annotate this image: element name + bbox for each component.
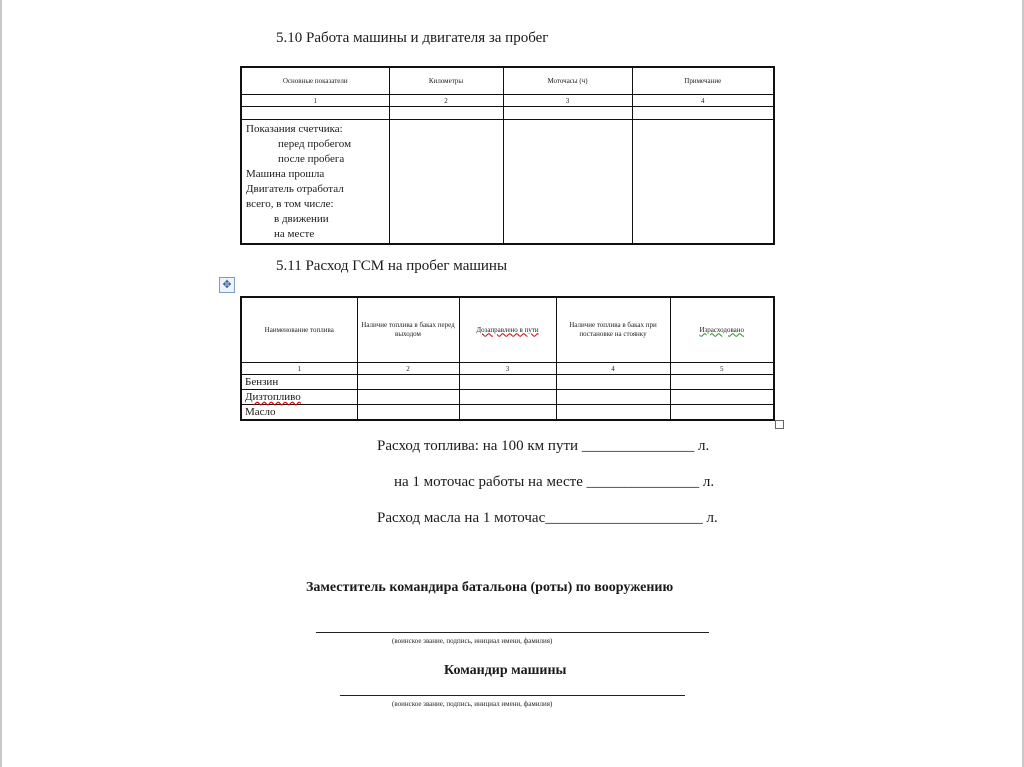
column-number: 5 — [670, 363, 774, 375]
column-number: 3 — [459, 363, 556, 375]
indicator-label: в движении — [274, 213, 329, 225]
indicator-label: всего, в том числе: — [246, 198, 334, 210]
indicator-label: Показания счетчика: — [246, 123, 343, 135]
table-resize-handle[interactable] — [775, 420, 784, 429]
fuel-per-100km-line: Расход топлива: на 100 км пути _______________ л. — [377, 438, 710, 454]
section-5-10-title: 5.10 Работа машины и двигателя за пробег — [276, 30, 549, 46]
empty-cell[interactable] — [632, 107, 774, 120]
fuel-per-motor-hour-line: на 1 моточас работы на месте _______________ л. — [394, 474, 715, 490]
note-cell[interactable] — [632, 120, 774, 245]
fuel-table — [240, 296, 775, 421]
header-note: Примечание — [632, 67, 774, 95]
empty-cell[interactable] — [670, 405, 774, 421]
commander-signature-caption: (воинское звание, подпись, инициал имени, фамилия) — [392, 700, 553, 708]
empty-cell[interactable] — [459, 390, 556, 405]
empty-cell[interactable] — [357, 390, 459, 405]
empty-cell[interactable] — [241, 107, 389, 120]
table-move-icon[interactable]: ✥ — [219, 277, 235, 293]
kilometers-cell[interactable] — [389, 120, 503, 245]
fuel-name-oil: Масло — [241, 405, 357, 421]
indicators-list — [241, 120, 389, 245]
header-fuel-parking: Наличие топлива в баках при постановке на стоянку — [556, 297, 670, 363]
column-number: 2 — [389, 95, 503, 107]
header-kilometers: Километры — [389, 67, 503, 95]
column-number: 4 — [632, 95, 774, 107]
empty-cell[interactable] — [556, 375, 670, 390]
page-edge-left — [0, 0, 2, 767]
empty-cell[interactable] — [357, 405, 459, 421]
oil-per-motor-hour-line: Расход масла на 1 моточас_____________________ л. — [377, 510, 718, 526]
fuel-name-petrol: Бензин — [241, 375, 357, 390]
indicator-label: Двигатель отработал — [246, 183, 344, 195]
column-number: 1 — [241, 95, 389, 107]
section-5-11-title: 5.11 Расход ГСМ на пробег машины — [276, 258, 508, 274]
empty-cell[interactable] — [357, 375, 459, 390]
empty-cell[interactable] — [670, 390, 774, 405]
motor-hours-cell[interactable] — [503, 120, 632, 245]
commander-signature-line — [340, 695, 685, 696]
indicator-label: перед пробегом — [278, 138, 352, 150]
empty-cell[interactable] — [459, 375, 556, 390]
column-number: 3 — [503, 95, 632, 107]
empty-cell[interactable] — [556, 405, 670, 421]
deputy-signature-caption: (воинское звание, подпись, инициал имени, фамилия) — [392, 637, 553, 645]
empty-cell[interactable] — [670, 375, 774, 390]
header-fuel-name: Наименование топлива — [241, 297, 357, 363]
empty-cell[interactable] — [459, 405, 556, 421]
fuel-name-diesel: Дизтопливо — [241, 390, 357, 405]
deputy-signature-line — [316, 632, 709, 633]
empty-cell[interactable] — [503, 107, 632, 120]
indicator-label: Машина прошла — [246, 168, 325, 180]
header-indicators: Основные показатели — [241, 67, 389, 95]
column-number: 2 — [357, 363, 459, 375]
header-motor-hours: Моточасы (ч) — [503, 67, 632, 95]
header-fuel-before: Наличие топлива в баках перед выходом — [357, 297, 459, 363]
indicator-label: после пробега — [278, 153, 345, 165]
header-consumed: Израсходовано — [670, 297, 774, 363]
column-number: 4 — [556, 363, 670, 375]
column-number: 1 — [241, 363, 357, 375]
mileage-table — [240, 66, 775, 245]
empty-cell[interactable] — [389, 107, 503, 120]
empty-cell[interactable] — [556, 390, 670, 405]
header-refueled: Дозаправлено в пути — [459, 297, 556, 363]
deputy-commander-title: Заместитель командира батальона (роты) по вооружению — [306, 580, 674, 595]
vehicle-commander-title: Командир машины — [444, 663, 567, 678]
indicator-label: на месте — [274, 228, 315, 240]
